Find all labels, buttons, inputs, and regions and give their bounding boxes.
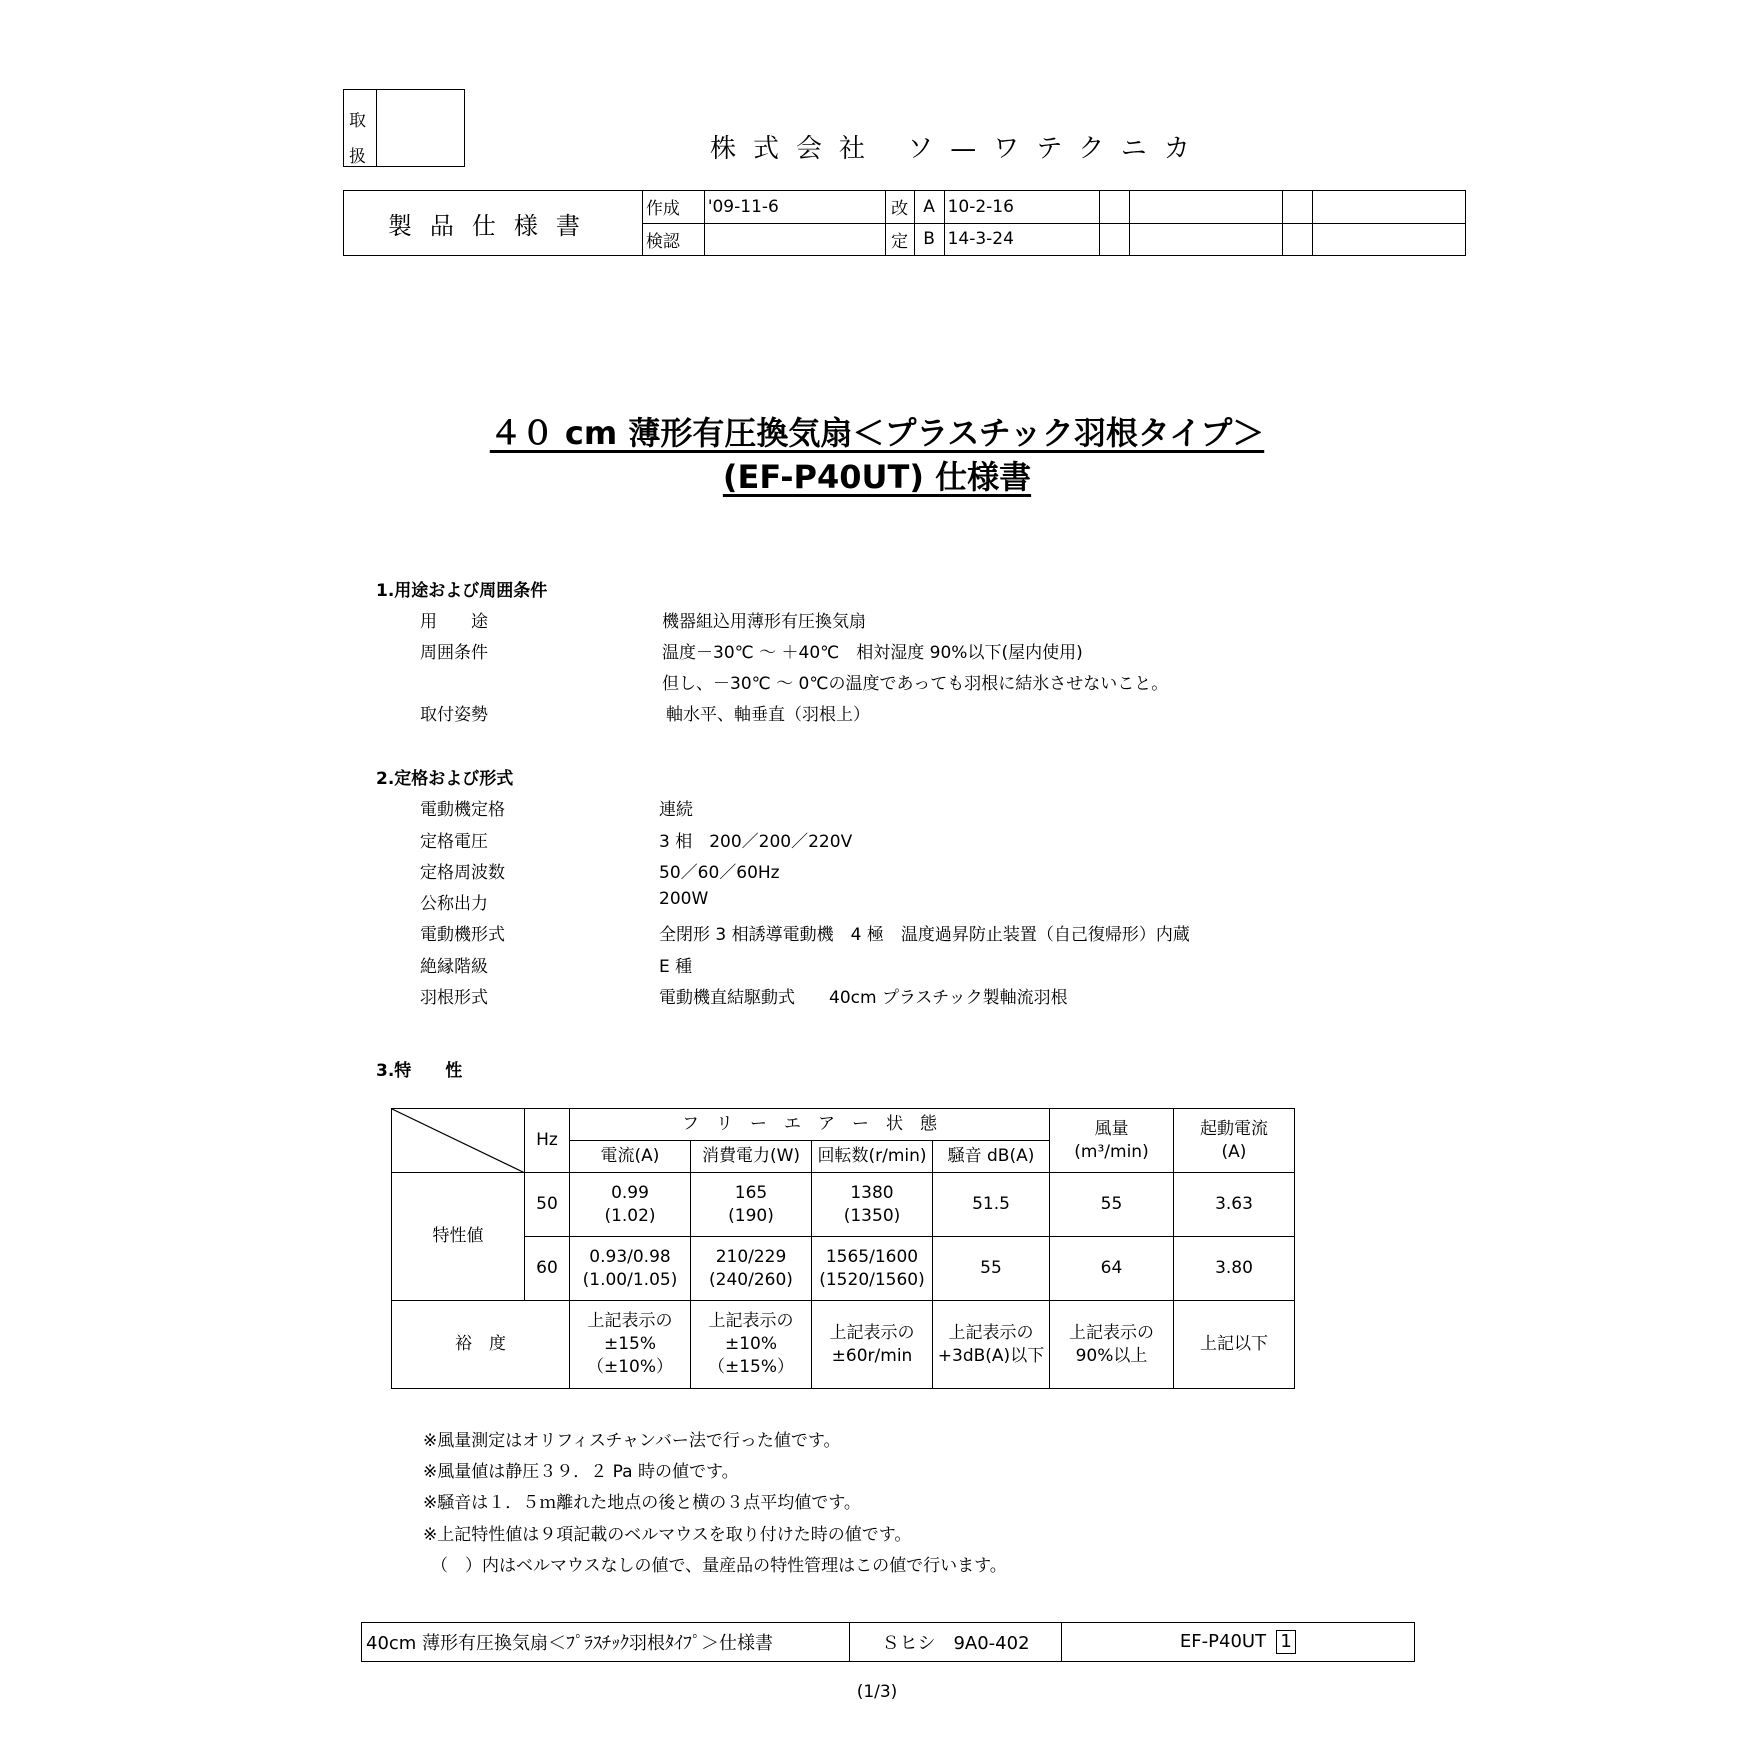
tolerance-line: +3dB(A)以下	[937, 1345, 1045, 1366]
revision-date-b: 14-3-24	[944, 223, 1100, 256]
free-air-header: フ リ ー エ ア ー 状 態	[570, 1109, 1050, 1141]
page-number: (1/3)	[856, 1682, 898, 1702]
section-1-label: 取付姿勢	[420, 705, 488, 725]
column-header-noise: 騒音 dB(A)	[933, 1141, 1050, 1173]
cell-noise: 51.5	[933, 1173, 1050, 1237]
section-2-label: 電動機形式	[420, 925, 505, 945]
section-2-value: 電動機直結駆動式 40cm プラスチック製軸流羽根	[659, 988, 1068, 1008]
tolerance-line: 上記表示の	[587, 1311, 673, 1332]
section-2-value: 全閉形 3 相誘導電動機 4 極 温度過昇防止装置（自己復帰形）内蔵	[659, 925, 1190, 945]
tolerance-current	[570, 1301, 691, 1389]
column-header-rpm: 回転数(r/min)	[812, 1141, 933, 1173]
section-2-value: 連続	[659, 800, 693, 820]
handling-label	[344, 90, 377, 166]
cell-power-alt: (190)	[728, 1205, 774, 1226]
tolerance-power	[691, 1301, 812, 1389]
cell-start-current: 3.80	[1174, 1237, 1295, 1301]
revision-empty-cell	[1283, 191, 1313, 224]
section-2-value: 3 相 200／200／220V	[659, 832, 853, 852]
cell-rpm	[812, 1173, 933, 1237]
section-3-heading: 3.特 性	[376, 1061, 463, 1081]
section-1-value: 但し、－30℃ ～ 0℃の温度であっても羽根に結氷させないこと。	[662, 674, 1169, 694]
note: ※騒音は１．５ｍ離れた地点の後と横の３点平均値です。	[423, 1493, 861, 1513]
tolerance-noise	[933, 1301, 1050, 1389]
cell-current-alt: (1.00/1.05)	[582, 1269, 678, 1290]
handling-char-2: 扱	[349, 147, 366, 167]
created-date: '09-11-6	[704, 191, 885, 224]
document-type: 製品仕様書	[344, 191, 643, 256]
cell-hz: 50	[525, 1173, 570, 1237]
handling-stamp-box	[343, 89, 465, 167]
section-2-label: 羽根形式	[420, 988, 488, 1008]
cell-rpm-alt: (1350)	[843, 1205, 901, 1226]
revision-empty-cell	[1313, 191, 1466, 224]
cell-power	[691, 1237, 812, 1301]
tolerance-line: ±15%	[603, 1334, 657, 1355]
note: （ ）内はベルマウスなしの値で、量産品の特性管理はこの値で行います。	[431, 1556, 1007, 1576]
note: ※風量値は静圧３９．２ Pa 時の値です。	[423, 1462, 739, 1482]
title-line-2	[0, 452, 1754, 498]
section-2-label: 公称出力	[420, 894, 488, 914]
section-1-value: 軸水平、軸垂直（羽根上）	[666, 705, 870, 725]
checked-label: 検認	[642, 223, 704, 256]
cell-airflow: 64	[1050, 1237, 1174, 1301]
revision-empty-cell	[1283, 223, 1313, 256]
tolerance-line: ±60r/min	[831, 1345, 913, 1366]
row-label-tolerance: 裕 度	[392, 1301, 570, 1389]
row-label-characteristics: 特性値	[392, 1173, 525, 1301]
tolerance-line: （±10%）	[586, 1356, 674, 1377]
characteristics-table	[391, 1108, 1295, 1389]
section-2-label: 定格電圧	[420, 832, 488, 852]
airflow-header	[1050, 1109, 1174, 1173]
cell-current	[570, 1237, 691, 1301]
tolerance-line: 上記表示の	[829, 1322, 915, 1343]
start-current-header-line-1: 起動電流	[1200, 1118, 1268, 1139]
section-1-label: 周囲条件	[420, 643, 488, 663]
note: ※風量測定はオリフィスチャンバー法で行った値です。	[423, 1431, 841, 1451]
cell-rpm	[812, 1237, 933, 1301]
company-name: 株式会社 ソ—ワテクニカ	[710, 134, 1207, 164]
airflow-header-line-1: 風量	[1094, 1118, 1129, 1139]
revision-empty-cell	[1100, 223, 1130, 256]
cell-noise: 55	[933, 1237, 1050, 1301]
revision-date-a: 10-2-16	[944, 191, 1100, 224]
title-line-1	[0, 408, 1754, 454]
table-corner-cell	[392, 1109, 525, 1173]
cell-current-alt: (1.02)	[604, 1205, 656, 1226]
created-label: 作成	[642, 191, 704, 224]
tolerance-line: 上記表示の	[1069, 1322, 1154, 1343]
footer-model: EF-P40UT	[1179, 1631, 1267, 1652]
tolerance-line: 上記表示の	[708, 1311, 794, 1332]
document-header-table	[343, 190, 1466, 256]
cell-power-value: 210/229	[715, 1246, 787, 1267]
cell-rpm-alt: (1520/1560)	[819, 1269, 925, 1290]
hz-header: Hz	[525, 1109, 570, 1173]
tolerance-line: 90%以上	[1075, 1345, 1148, 1366]
tolerance-start-current: 上記以下	[1174, 1301, 1295, 1389]
cell-power-alt: (240/260)	[709, 1269, 793, 1290]
section-1-value: 機器組込用薄形有圧換気扇	[662, 612, 866, 632]
section-2-value: 200W	[659, 889, 709, 909]
column-header-power: 消費電力(W)	[691, 1141, 812, 1173]
cell-power	[691, 1173, 812, 1237]
cell-current-value: 0.99	[611, 1182, 649, 1203]
revision-empty-cell	[1313, 223, 1466, 256]
cell-start-current: 3.63	[1174, 1173, 1295, 1237]
revision-label-1: 改	[885, 191, 914, 224]
cell-hz: 60	[525, 1237, 570, 1301]
title-line-1-text: ４０ cm 薄形有圧換気扇＜プラスチック羽根タイプ＞	[489, 414, 1265, 452]
handling-char-1: 取	[349, 111, 366, 131]
column-header-current: 電流(A)	[570, 1141, 691, 1173]
section-2-label: 定格周波数	[420, 863, 505, 883]
section-2-heading: 2.定格および形式	[376, 769, 514, 789]
cell-current-value: 0.93/0.98	[589, 1246, 671, 1267]
title-line-2-text: (EF-P40UT) 仕様書	[722, 458, 1032, 496]
cell-rpm-value: 1380	[850, 1182, 894, 1203]
footer-sheet-number: 1	[1276, 1630, 1296, 1654]
cell-current	[570, 1173, 691, 1237]
section-1-label: 用 途	[420, 612, 488, 632]
footer-document-code: Ｓヒシ 9A0-402	[850, 1623, 1062, 1662]
start-current-header	[1174, 1109, 1295, 1173]
cell-rpm-value: 1565/1600	[825, 1246, 919, 1267]
tolerance-rpm	[812, 1301, 933, 1389]
airflow-header-line-2: (m³/min)	[1074, 1141, 1149, 1162]
tolerance-line: ±10%	[724, 1334, 778, 1355]
cell-airflow: 55	[1050, 1173, 1174, 1237]
tolerance-airflow	[1050, 1301, 1174, 1389]
footer-table	[361, 1622, 1415, 1662]
note: ※上記特性値は９項記載のベルマウスを取り付けた時の値です。	[423, 1525, 912, 1545]
section-2-label: 絶縁階級	[420, 957, 488, 977]
section-2-label: 電動機定格	[420, 800, 505, 820]
section-2-value: E 種	[659, 957, 693, 977]
section-2-value: 50／60／60Hz	[659, 863, 780, 883]
section-1-heading: 1.用途および周囲条件	[376, 581, 548, 601]
revision-empty-cell	[1130, 223, 1283, 256]
revision-mark-b: B	[914, 223, 944, 256]
revision-empty-cell	[1130, 191, 1283, 224]
checked-value	[704, 223, 885, 256]
start-current-header-line-2: (A)	[1221, 1141, 1247, 1162]
section-1-value: 温度－30℃ ～ ＋40℃ 相対湿度 90%以下(屋内使用)	[662, 643, 1083, 663]
revision-mark-a: A	[914, 191, 944, 224]
tolerance-line: 上記表示の	[948, 1322, 1034, 1343]
footer-model-cell	[1062, 1623, 1415, 1662]
tolerance-line: （±15%）	[707, 1356, 795, 1377]
revision-label-2: 定	[885, 223, 914, 256]
cell-power-value: 165	[734, 1182, 768, 1203]
footer-document-name: 40cm 薄形有圧換気扇＜ﾌﾟﾗｽﾁｯｸ羽根ﾀｲﾌﾟ＞仕様書	[362, 1623, 850, 1662]
diagonal-line	[392, 1109, 525, 1173]
revision-empty-cell	[1100, 191, 1130, 224]
